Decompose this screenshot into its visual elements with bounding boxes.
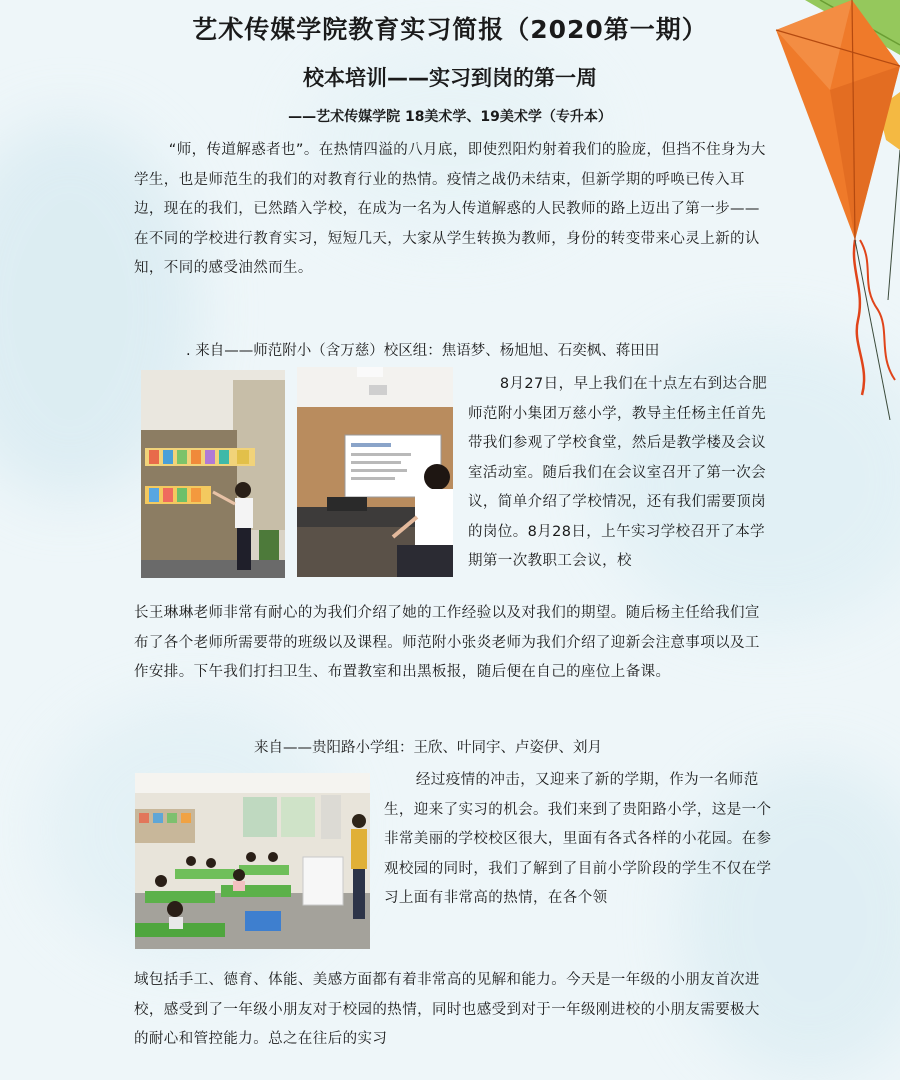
group1-text-side: 8月27日，早上我们在十点左右到达合肥师范附小集团万慈小学，教导主任杨主任首先带我们参观了学校食堂，然后是教学楼及会议室活动室。随后我们在会议室召开了第一次会议，简单介绍了学校情况，还有我们需要顶岗的岗位。8月28日，上午实习学校召开了本学期第一次教职工会议，校 bbox=[468, 376, 768, 569]
group2-text-full: 域包括手工、德育、体能、美感方面都有着非常高的见解和能力。今天是一年级的小朋友首次进校，感受到了一年级小朋友对于校园的热情，同时也感受到对于一年级刚进校的小朋友需要极大的耐心和管控能力。总之在往后的实习 bbox=[134, 972, 760, 1047]
group1-text-full: 长王琳琳老师非常有耐心的为我们介绍了她的工作经验以及对我们的期望。随后杨主任给我们宣布了各个老师所需要带的班级以及课程。师范附小张炎老师为我们介绍了迎新会注意事项以及工作安排。下午我们打扫卫生、布置教室和出黑板报，随后便在自己的座位上备课。 bbox=[134, 605, 760, 680]
group1-heading: . 来自——师范附小（含万慈）校区组：焦语梦、杨旭旭、石奕枫、蒋田田 bbox=[186, 343, 660, 359]
group2-heading: 来自——贵阳路小学组：王欣、叶同宇、卢姿伊、刘月 bbox=[254, 740, 602, 756]
bulletin-subtitle: 校本培训——实习到岗的第一周 bbox=[303, 66, 597, 90]
photo-artwork-wall bbox=[141, 370, 285, 578]
group2-text-side: 经过疫情的冲击，又迎来了新的学期，作为一名师范生，迎来了实习的机会。我们来到了贵阳路小学，这是一个非常美丽的学校校区很大，里面有各式各样的小花园。在参观校园的同时，我们了解到了目前小学阶段的学生不仅在学习上面有非常高的热情，在各个领 bbox=[384, 772, 772, 906]
photo-classroom bbox=[135, 773, 370, 949]
bulletin-title: 艺术传媒学院教育实习简报（2020第一期） bbox=[192, 15, 708, 44]
bulletin-byline: ——艺术传媒学院 18美术学、19美术学（专升本） bbox=[288, 109, 612, 125]
intro-paragraph: “师，传道解惑者也”。在热情四溢的八月底，即使烈阳灼射着我们的脸庞，但挡不住身为大学生，也是师范生的我们的对教育行业的热情。疫情之战仍未结束，但新学期的呼唤已传入耳边，现在的我们，已然踏入学校，在成为一名为人传道解惑的人民教师的路上迈出了第一步——在不同的学校进行教育实习，短短几天，大家从学生转换为教师，身份的转变带来心灵上新的认知，不同的感受油然而生。 bbox=[134, 142, 766, 276]
photo-meeting-projection bbox=[297, 367, 453, 577]
